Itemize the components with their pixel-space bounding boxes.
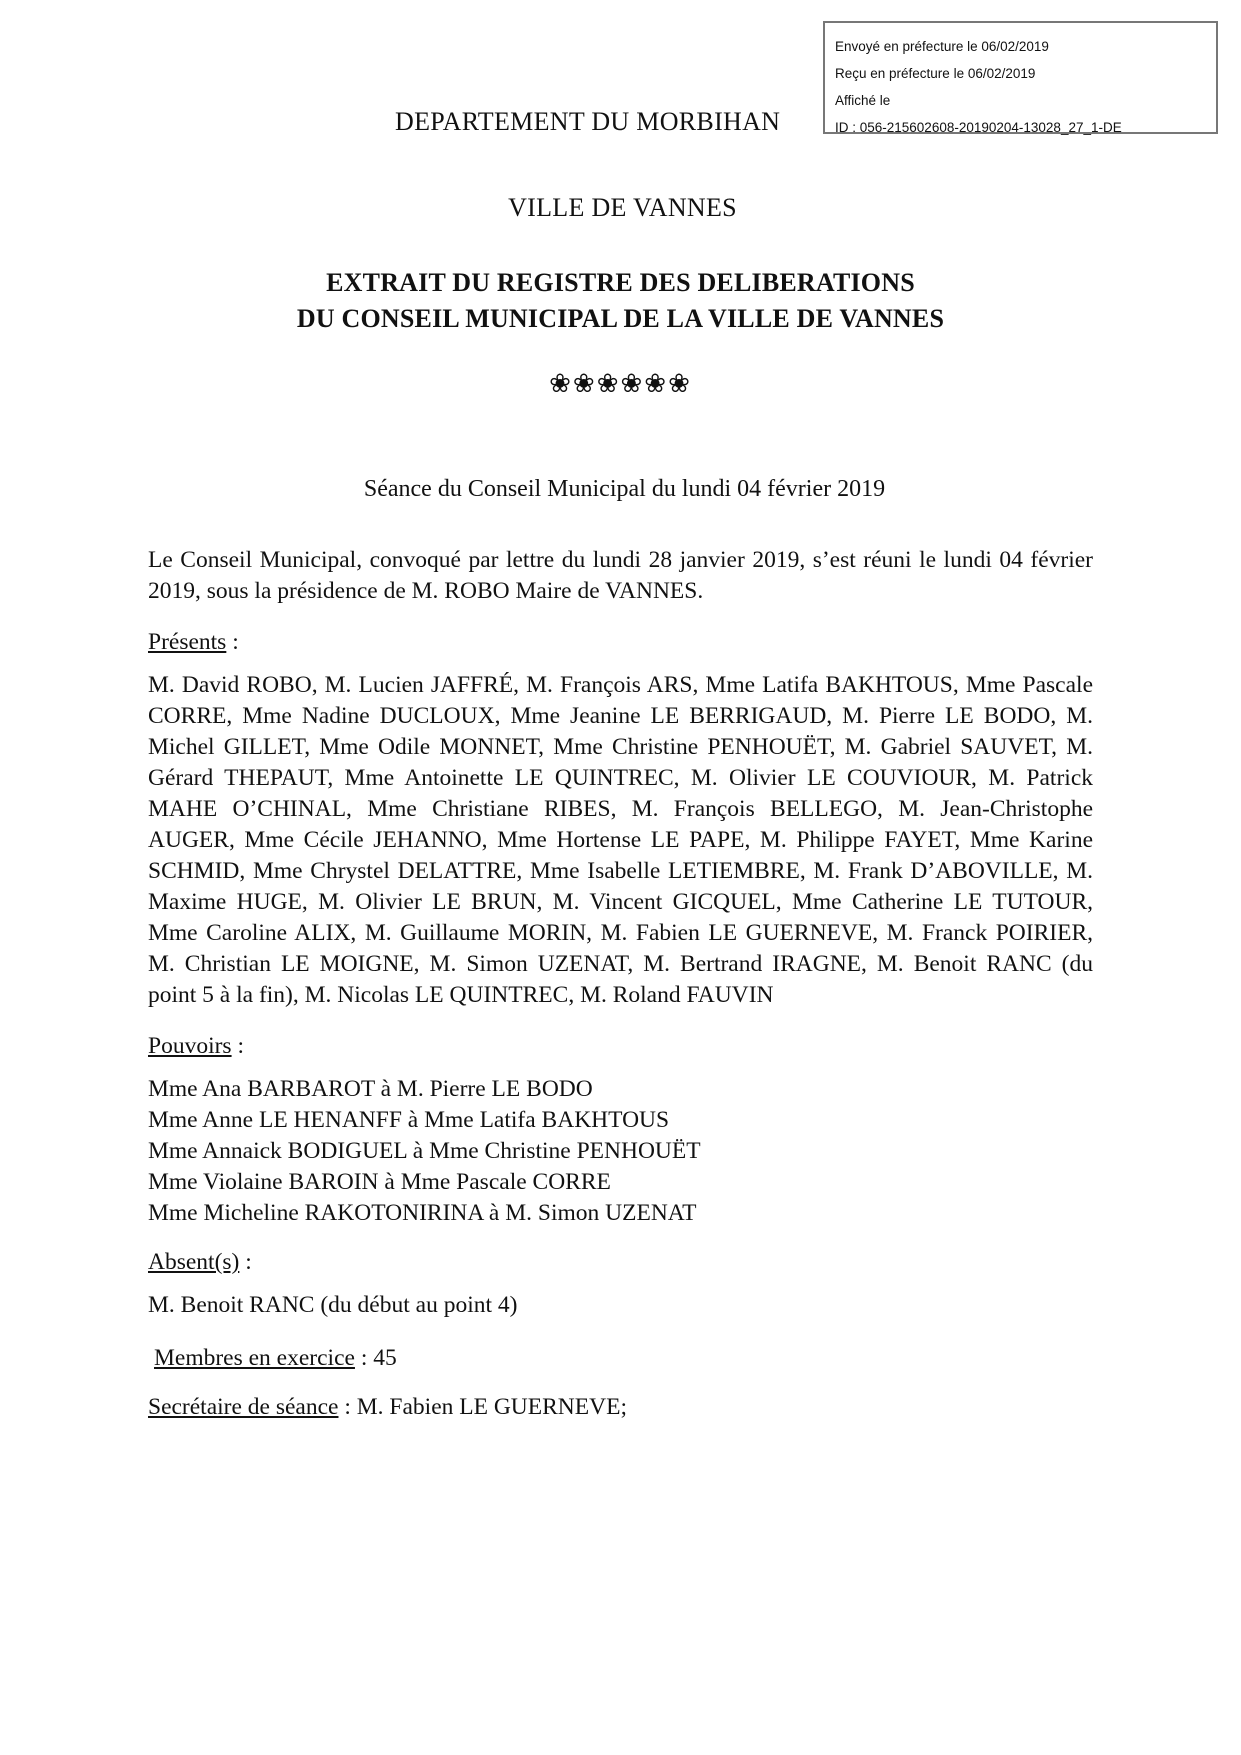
- pouvoirs-list: [148, 1074, 1093, 1229]
- membres-label: Membres en exercice: [154, 1345, 355, 1371]
- absents-label: Absent(s): [148, 1249, 240, 1275]
- pouvoir-item: Mme Anne LE HENANFF à Mme Latifa BAKHTOUS: [148, 1107, 670, 1133]
- pouvoir-item: Mme Ana BARBAROT à M. Pierre LE BODO: [148, 1076, 593, 1102]
- pouvoirs-label: Pouvoirs: [148, 1033, 232, 1059]
- presents-heading: [148, 627, 1093, 658]
- title-line-2: DU CONSEIL MUNICIPAL DE LA VILLE DE VANNES: [296, 304, 945, 333]
- membres-line: [148, 1343, 1093, 1374]
- pouvoirs-suffix: :: [231, 1033, 244, 1059]
- stamp-id: ID : 056-215602608-20190204-13028_27_1-DE: [835, 120, 1122, 135]
- pouvoir-item: Mme Micheline RAKOTONIRINA à M. Simon UZENAT: [148, 1200, 697, 1226]
- title-line-1: EXTRAIT DU REGISTRE DES DELIBERATIONS: [326, 268, 915, 297]
- ornament-divider: ❀❀❀❀❀❀: [549, 369, 692, 399]
- absents-text: M. Benoit RANC (du début au point 4): [148, 1292, 518, 1318]
- presents-suffix: :: [226, 629, 239, 655]
- stamp-recu: Reçu en préfecture le 06/02/2019: [835, 66, 1036, 81]
- membres-suffix: : 45: [354, 1345, 397, 1371]
- secretaire-line: [148, 1392, 1093, 1423]
- stamp-affiche: Affiché le: [835, 93, 891, 108]
- prefecture-stamp: [823, 21, 1218, 134]
- absents-heading: [148, 1247, 1093, 1278]
- session-title: Séance du Conseil Municipal du lundi 04 février 2019: [363, 476, 886, 502]
- pouvoirs-heading: [148, 1031, 1093, 1062]
- document-title: [0, 265, 1241, 337]
- secretaire-label: Secrétaire de séance: [148, 1394, 339, 1420]
- pouvoir-item: Mme Violaine BAROIN à Mme Pascale CORRE: [148, 1169, 611, 1195]
- department-heading: DEPARTEMENT DU MORBIHAN: [395, 107, 781, 136]
- stamp-envoye: Envoyé en préfecture le 06/02/2019: [835, 39, 1049, 54]
- secretaire-suffix: : M. Fabien LE GUERNEVE;: [338, 1394, 627, 1420]
- city-heading: VILLE DE VANNES: [508, 193, 737, 222]
- presents-list: M. David ROBO, M. Lucien JAFFRÉ, M. François ARS, Mme Latifa BAKHTOUS, Mme Pascale CORRE, Mme Nadine DUCLOUX, Mme Jeanine LE BERRIGAUD, M. Pierre LE BODO, M. Michel GILLET, Mme Odile MONNET, Mme Christine PENHOUËT, M. Gabriel SAUVET, M. Gérard THEPAUT, Mme Antoinette LE QUINTREC, M. Olivier LE COUVIOUR, M. Patrick MAHE O’CHINAL, Mme Christiane RIBES, M. François BELLEGO, M. Jean-Christophe AUGER, Mme Cécile JEHANNO, Mme Hortense LE PAPE, M. Philippe FAYET, Mme Karine SCHMID, Mme Chrystel DELATTRE, Mme Isabelle LETIEMBRE, M. Frank D’ABOVILLE, M. Maxime HUGE, M. Olivier LE BRUN, M. Vincent GICQUEL, Mme Catherine LE TUTOUR, Mme Caroline ALIX, M. Guillaume MORIN, M. Fabien LE GUERNEVE, M. Franck POIRIER, M. Christian LE MOIGNE, M. Simon UZENAT, M. Bertrand IRAGNE, M. Benoit RANC (du point 5 à la fin), M. Nicolas LE QUINTREC, M. Roland FAUVIN: [148, 672, 1093, 1008]
- absents-suffix: :: [239, 1249, 252, 1275]
- presents-label: Présents: [148, 629, 227, 655]
- intro-paragraph: Le Conseil Municipal, convoqué par lettre du lundi 28 janvier 2019, s’est réuni le lundi 04 février 2019, sous la présidence de M. ROBO Maire de VANNES.: [148, 547, 1093, 604]
- pouvoir-item: Mme Annaick BODIGUEL à Mme Christine PENHOUËT: [148, 1138, 701, 1164]
- document-body: [148, 545, 1093, 1423]
